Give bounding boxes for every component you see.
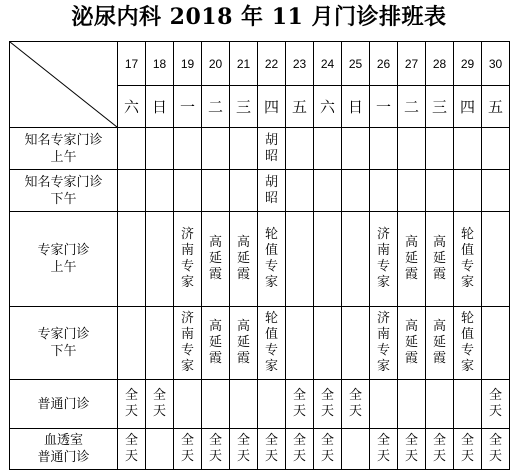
schedule-cell [118,170,146,212]
schedule-cell-text: 济南专家 [181,227,195,290]
schedule-cell-text: 轮值专家 [461,311,475,374]
schedule-cell-text: 全天 [489,433,503,464]
schedule-cell-text: 全天 [125,433,139,464]
schedule-cell [426,429,454,470]
schedule-cell-text: 全天 [293,433,307,464]
weekday-cell: 五 [482,86,510,128]
weekday-cell: 日 [146,86,174,128]
schedule-cell-text: 全天 [377,433,391,464]
schedule-row [10,170,510,212]
schedule-row [10,429,510,470]
schedule-cell [258,307,286,380]
schedule-cell [230,212,258,307]
schedule-cell [454,128,482,170]
schedule-cell [230,380,258,429]
schedule-cell [118,307,146,380]
schedule-cell [118,212,146,307]
weekday-cell: 二 [202,86,230,128]
schedule-cell [314,212,342,307]
row-label-line: 上午 [50,260,77,275]
schedule-row [10,128,510,170]
date-cell: 19 [174,42,202,86]
schedule-cell [146,170,174,212]
row-label-line: 上午 [50,149,77,165]
schedule-cell [174,212,202,307]
schedule-cell [426,170,454,212]
schedule-cell [258,212,286,307]
schedule-cell-text: 全天 [405,433,419,464]
schedule-cell-text: 高延霞 [237,319,251,366]
schedule-cell [454,380,482,429]
schedule-cell [174,170,202,212]
date-cell: 18 [146,42,174,86]
weekday-cell: 四 [258,86,286,128]
schedule-cell [258,170,286,212]
schedule-cell [286,307,314,380]
schedule-cell-text: 全天 [489,388,503,419]
schedule-cell [286,128,314,170]
schedule-cell [398,429,426,470]
schedule-cell-text: 全天 [181,433,195,464]
schedule-cell [482,429,510,470]
schedule-cell-text: 轮值专家 [265,227,279,290]
row-label-line: 普通门诊 [37,450,90,465]
schedule-cell-text: 济南专家 [377,227,391,290]
row-label [10,380,118,429]
schedule-cell [342,307,370,380]
weekday-cell: 四 [454,86,482,128]
schedule-cell-text: 全天 [153,388,167,419]
schedule-cell-text: 胡昭 [265,132,279,164]
schedule-cell-text: 全天 [321,388,335,419]
schedule-cell-text: 高延霞 [209,319,223,366]
weekday-cell: 六 [314,86,342,128]
schedule-cell-text: 全天 [209,433,223,464]
schedule-cell [202,170,230,212]
weekday-cell: 日 [342,86,370,128]
weekday-cell: 一 [370,86,398,128]
schedule-cell [454,307,482,380]
schedule-cell-text: 全天 [321,433,335,464]
schedule-cell [342,128,370,170]
page-title: 泌尿内科 2018 年 11 月门诊排班表 [71,4,447,30]
schedule-cell-text: 全天 [265,433,279,464]
weekday-cell: 三 [230,86,258,128]
date-cell: 23 [286,42,314,86]
schedule-cell [482,212,510,307]
schedule-cell [202,212,230,307]
schedule-cell [202,307,230,380]
date-cell: 30 [482,42,510,86]
schedule-cell [426,212,454,307]
schedule-cell [426,128,454,170]
schedule-row [10,380,510,429]
schedule-cell [482,170,510,212]
row-label [10,429,118,470]
schedule-cell [370,307,398,380]
schedule-cell [258,128,286,170]
schedule-cell [230,429,258,470]
schedule-cell [174,128,202,170]
schedule-cell-text: 高延霞 [209,235,223,282]
schedule-cell-text: 高延霞 [405,319,419,366]
date-cell: 24 [314,42,342,86]
schedule-cell [314,170,342,212]
schedule-cell [230,170,258,212]
schedule-cell [118,380,146,429]
schedule-cell-text: 全天 [349,388,363,419]
weekday-cell: 一 [174,86,202,128]
schedule-cell-text: 全天 [125,388,139,419]
row-label-line: 普通门诊 [37,396,90,412]
schedule-cell-text: 全天 [293,388,307,419]
schedule-row [10,212,510,307]
date-cell: 20 [202,42,230,86]
row-label-line: 血透室 [43,433,83,448]
schedule-cell [146,380,174,429]
row-label-line: 下午 [50,344,77,359]
schedule-cell [398,380,426,429]
date-cell: 25 [342,42,370,86]
schedule-cell [398,307,426,380]
row-label-line: 下午 [50,191,77,207]
schedule-cell [146,212,174,307]
date-cell: 21 [230,42,258,86]
schedule-cell [146,128,174,170]
weekday-cell: 二 [398,86,426,128]
schedule-cell [286,429,314,470]
schedule-cell [230,307,258,380]
row-label [10,128,118,170]
schedule-cell [454,429,482,470]
date-cell: 22 [258,42,286,86]
schedule-cell [258,429,286,470]
schedule-cell [454,170,482,212]
schedule-cell [398,212,426,307]
schedule-cell [230,128,258,170]
schedule-cell-text: 济南专家 [377,311,391,374]
row-label [10,170,118,212]
schedule-cell [202,429,230,470]
schedule-cell [286,212,314,307]
schedule-cell [342,170,370,212]
schedule-cell [118,128,146,170]
schedule-cell-text: 济南专家 [181,311,195,374]
date-cell: 27 [398,42,426,86]
schedule-cell [482,380,510,429]
schedule-cell [146,307,174,380]
corner-cell [10,42,118,128]
weekday-cell: 三 [426,86,454,128]
schedule-cell [370,128,398,170]
schedule-cell-text: 高延霞 [405,235,419,282]
schedule-cell [202,380,230,429]
schedule-cell-text: 高延霞 [433,319,447,366]
schedule-cell-text: 全天 [461,433,475,464]
date-row [10,42,510,86]
schedule-cell [342,380,370,429]
schedule-cell [370,212,398,307]
row-label-line: 专家门诊 [37,327,90,342]
schedule-cell [370,429,398,470]
schedule-cell-text: 轮值专家 [461,227,475,290]
row-label-line: 知名专家门诊 [24,174,103,190]
row-label-line: 专家门诊 [37,243,90,258]
schedule-cell [314,380,342,429]
schedule-cell [370,170,398,212]
schedule-cell [202,128,230,170]
schedule-table [9,41,510,470]
schedule-cell-text: 轮值专家 [265,311,279,374]
row-label [10,212,118,307]
schedule-cell [258,380,286,429]
weekday-cell: 六 [118,86,146,128]
row-label [10,307,118,380]
weekday-cell: 五 [286,86,314,128]
schedule-cell [174,380,202,429]
schedule-cell [342,429,370,470]
schedule-cell [314,307,342,380]
date-cell: 17 [118,42,146,86]
schedule-cell [426,307,454,380]
schedule-cell [286,380,314,429]
schedule-cell [426,380,454,429]
schedule-cell [398,170,426,212]
schedule-cell-text: 高延霞 [237,235,251,282]
schedule-cell [174,307,202,380]
corner-diagonal-line [10,42,117,127]
schedule-cell [314,429,342,470]
schedule-row [10,307,510,380]
date-cell: 29 [454,42,482,86]
schedule-cell-text: 全天 [433,433,447,464]
schedule-cell [118,429,146,470]
schedule-cell [454,212,482,307]
schedule-cell [146,429,174,470]
schedule-cell [482,128,510,170]
schedule-cell [174,429,202,470]
date-cell: 28 [426,42,454,86]
row-label-line: 知名专家门诊 [24,132,103,148]
schedule-cell-text: 胡昭 [265,174,279,206]
schedule-cell [482,307,510,380]
schedule-cell [342,212,370,307]
schedule-cell [398,128,426,170]
schedule-cell [286,170,314,212]
schedule-cell [314,128,342,170]
schedule-cell-text: 全天 [237,433,251,464]
schedule-cell-text: 高延霞 [433,235,447,282]
date-cell: 26 [370,42,398,86]
schedule-cell [370,380,398,429]
